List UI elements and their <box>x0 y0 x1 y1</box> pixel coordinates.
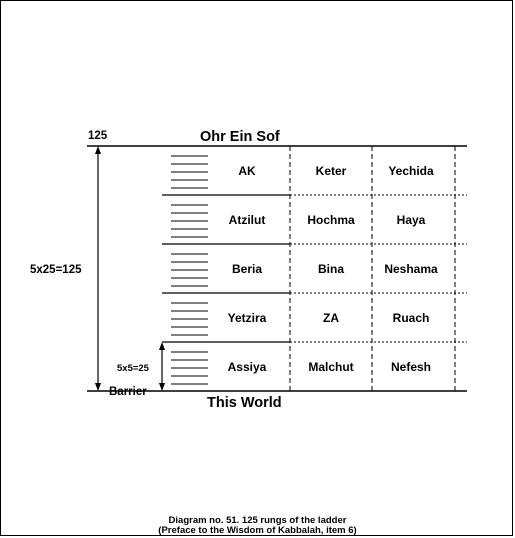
world-measure-arrow <box>159 342 165 391</box>
table-row <box>232 262 438 276</box>
soul-level: Ruach <box>392 311 430 325</box>
soul-level: Yechida <box>388 164 434 178</box>
bottom-label: This World <box>207 395 282 411</box>
table-row <box>229 213 426 227</box>
total-measure-arrow <box>95 146 101 391</box>
table-row <box>238 164 434 178</box>
soul-level: Neshama <box>384 262 438 276</box>
world-name: Atzilut <box>228 213 266 227</box>
soul-level: Haya <box>396 213 426 227</box>
world-name: Yetzira <box>227 311 267 325</box>
soul-level: Nefesh <box>390 360 432 374</box>
sefira-name: ZA <box>323 311 339 325</box>
caption-line-2: (Preface to the Wisdom of Kabbalah, item 6) <box>158 525 357 536</box>
world-name: AK <box>238 164 256 178</box>
row-separators <box>162 195 290 342</box>
sefira-name: Hochma <box>307 213 355 227</box>
world-measure-label: 5x5=25 <box>117 363 149 374</box>
table-row <box>228 311 430 325</box>
caption-line-1: Diagram no. 51. 125 rungs of the ladder <box>168 515 347 526</box>
top-label: Ohr Ein Sof <box>200 129 280 145</box>
world-name: Beria <box>231 262 263 276</box>
sefira-name: Keter <box>315 164 347 178</box>
barrier-label: Barrier <box>109 386 147 398</box>
sefira-name: Bina <box>317 262 345 276</box>
sefira-name: Malchut <box>308 360 354 374</box>
table-row <box>228 360 431 374</box>
world-name: Assiya <box>227 360 267 374</box>
top-value-label: 125 <box>88 130 108 142</box>
total-measure-label: 5x25=125 <box>30 264 82 276</box>
ladder-rungs <box>171 156 208 384</box>
